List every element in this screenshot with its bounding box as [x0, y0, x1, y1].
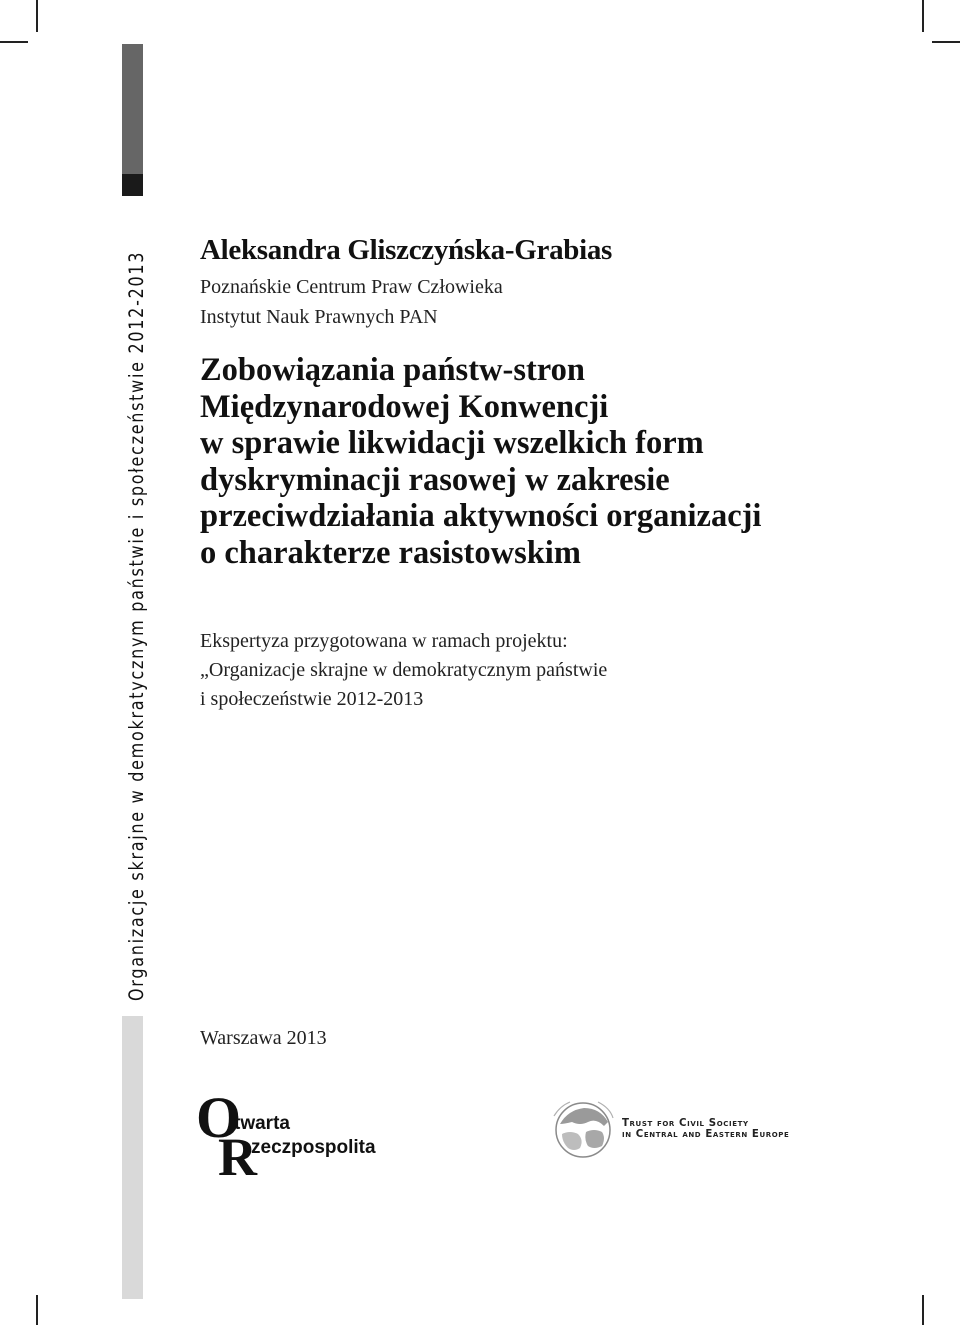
place-year: Warszawa 2013	[200, 1027, 327, 1049]
spine-text: Organizacje skrajne w demokratycznym państwie i społeczeństwie 2012-2013	[124, 250, 148, 1001]
title-line: w sprawie likwidacji wszelkich form	[200, 425, 704, 461]
title-line: Zobowiązania państw-stron	[200, 352, 585, 388]
crop-mark-top-left-h	[0, 41, 28, 43]
crop-mark-top-right-h	[932, 41, 960, 43]
title-line: przeciwdziałania aktywności organizacji	[200, 498, 762, 534]
logo-line-1: twarta	[234, 1113, 290, 1134]
spine-dark-block	[122, 44, 143, 174]
title-line: Międzynarodowej Konwencji	[200, 388, 609, 425]
title-line: dyskryminacji rasowej w zakresie	[200, 461, 670, 498]
logo-initial-r: R	[218, 1127, 257, 1181]
description-line: Ekspertyza przygotowana w ramach projektu:	[200, 630, 568, 652]
affiliation-1: Poznańskie Centrum Praw Człowieka	[200, 276, 503, 298]
spine-label	[120, 209, 152, 1001]
crop-mark-bottom-left	[36, 1295, 38, 1325]
description-line: „Organizacje skrajne w demokratycznym państwie	[200, 659, 608, 681]
logo-initial-o: O	[196, 1093, 242, 1150]
affiliation-2: Instytut Nauk Prawnych PAN	[200, 306, 438, 328]
title-line: o charakterze rasistowskim	[200, 534, 581, 571]
spine-black-block	[122, 174, 143, 196]
project-description	[200, 627, 607, 714]
author-name: Aleksandra Gliszczyńska-Grabias	[200, 234, 613, 266]
crop-mark-top-right	[922, 0, 924, 32]
document-title	[200, 352, 761, 571]
crop-mark-top-left	[36, 0, 38, 32]
trust-line-2: in Central and Eastern Europe	[622, 1129, 790, 1140]
globe-icon	[550, 1096, 616, 1162]
description-line: i społeczeństwie 2012-2013	[200, 688, 424, 710]
trust-logo	[550, 1096, 800, 1162]
logo-line-2: zeczpospolita	[251, 1137, 376, 1158]
otwarta-rzeczpospolita-logo	[196, 1093, 386, 1181]
crop-mark-bottom-right	[922, 1295, 924, 1325]
trust-line-1: Trust for Civil Society	[622, 1118, 749, 1129]
trust-name	[622, 1118, 789, 1140]
